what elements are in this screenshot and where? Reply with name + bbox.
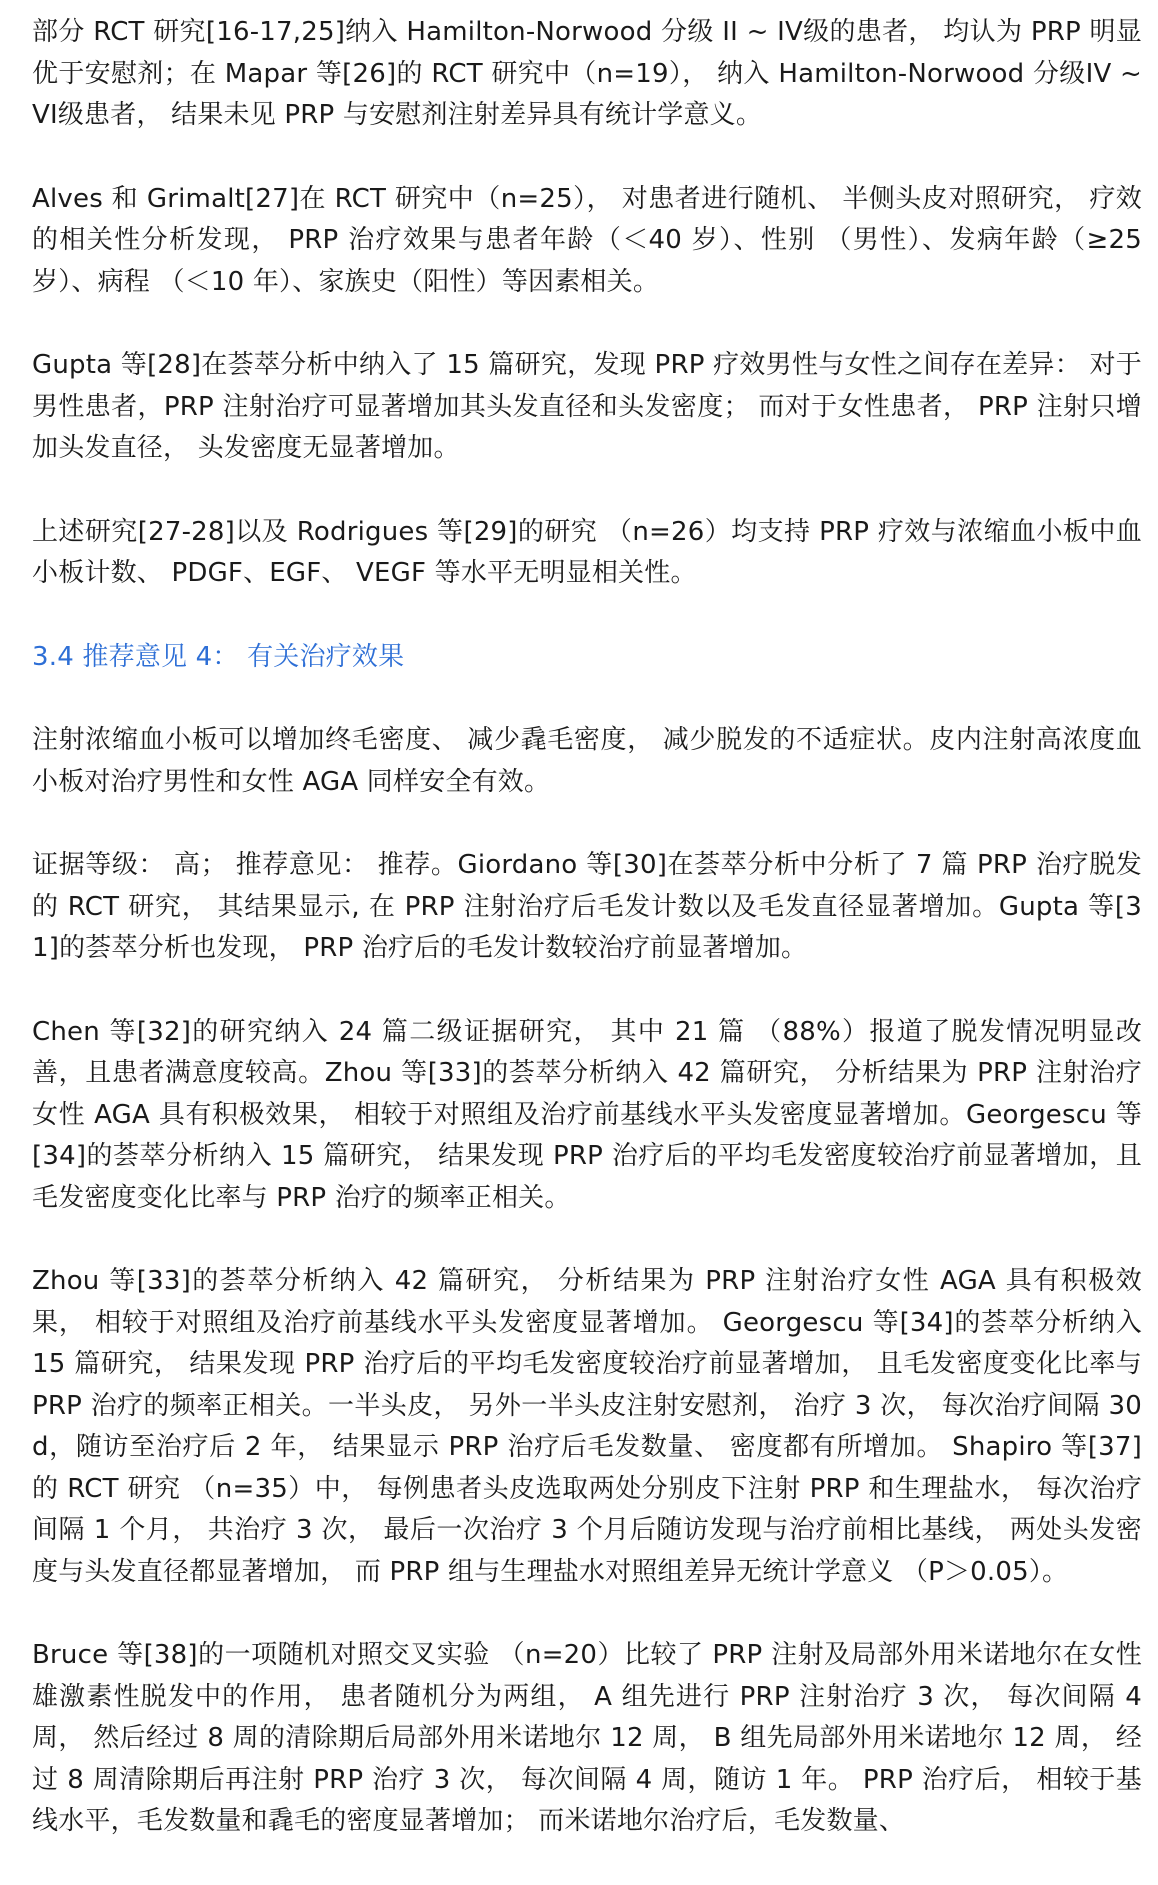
paragraph-hamilton-norwood: 部分 RCT 研究[16-17,25]纳入 Hamilton-Norwood 分级 II ~ IV级的患者， 均认为 PRP 明显优于安慰剂；在 Mapar 等[26]的 RCT 研究中（n=19）， 纳入 Hamilton-Norwood 分级IV ~ VI级患者， 结果未见 PRP 与安慰剂注射差异具有统计学意义。 [32, 17, 1142, 130]
paragraph-zhou-shapiro: Zhou 等[33]的荟萃分析纳入 42 篇研究， 分析结果为 PRP 注射治疗女性 AGA 具有积极效果， 相较于对照组及治疗前基线水平头发密度显著增加。 Georgescu 等[34]的荟萃分析纳入 15 篇研究， 结果发现 PRP 治疗后的平均毛发密度较治疗前显著增加， 且毛发密度变化比率与 PRP 治疗的频率正相关。一半头皮， 另外一半头皮注射安慰剂， 治疗 3 次， 每次治疗间隔 30 d，随访至治疗后 2 年， 结果显示 PRP 治疗后毛发数量、 密度都有所增加。 Shapiro 等[37]的 RCT 研究 （n=35）中， 每例患者头皮选取两处分别皮下注射 PRP 和生理盐水， 每次治疗间隔 1 个月， 共治疗 3 次， 最后一次治疗 3 个月后随访发现与治疗前相比基线， 两处头发密度与头发直径都显著增加， 而 PRP 组与生理盐水对照组差异无统计学意义 （P＞0.05）。 [32, 1266, 1142, 1587]
paragraph-recommendation-summary: 注射浓缩血小板可以增加终毛密度、 减少毳毛密度， 减少脱发的不适症状。皮内注射高浓度血小板对治疗男性和女性 AGA 同样安全有效。 [32, 725, 1142, 797]
paragraph-alves-grimalt: Alves 和 Grimalt[27]在 RCT 研究中（n=25）， 对患者进行随机、 半侧头皮对照研究， 疗效的相关性分析发现， PRP 治疗效果与患者年龄（＜40 岁）、性别 （男性）、发病年龄（≥25 岁）、病程 （＜10 年）、家族史（阳性）等因素相关。 [32, 183, 1142, 297]
paragraph-gupta: Gupta 等[28]在荟萃分析中纳入了 15 篇研究，发现 PRP 疗效男性与女性之间存在差异： 对于男性患者，PRP 注射治疗可显著增加其头发直径和头发密度； 而对于女性患者， PRP 注射只增加头发直径， 头发密度无显著增加。 [32, 350, 1142, 463]
paragraph-evidence-level: 证据等级： 高； 推荐意见： 推荐。Giordano 等[30]在荟萃分析中分析了 7 篇 PRP 治疗脱发的 RCT 研究， 其结果显示, 在 PRP 注射治疗后毛发计数以及毛发直径显著增加。Gupta 等[31]的荟萃分析也发现， PRP 治疗后的毛发计数较治疗前显著增加。 [32, 850, 1142, 963]
paragraph-chen-zhou-georgescu: Chen 等[32]的研究纳入 24 篇二级证据研究， 其中 21 篇 （88%）报道了脱发情况明显改善，且患者满意度较高。Zhou 等[33]的荟萃分析纳入 42 篇研究， 分析结果为 PRP 注射治疗女性 AGA 具有积极效果， 相较于对照组及治疗前基线水平头发密度显著增加。Georgescu 等[34]的荟萃分析纳入 15 篇研究， 结果发现 PRP 治疗后的平均毛发密度较治疗前显著增加，且毛发密度变化比率与 PRP 治疗的频率正相关。 [32, 1016, 1142, 1213]
paragraph-bruce: Bruce 等[38]的一项随机对照交叉实验 （n=20）比较了 PRP 注射及局部外用米诺地尔在女性雄激素性脱发中的作用， 患者随机分为两组， A 组先进行 PRP 注射治疗 3 次， 每次间隔 4 周， 然后经过 8 周的清除期后局部外用米诺地尔 12 周， B 组先局部外用米诺地尔 12 周， 经过 8 周清除期后再注射 PRP 治疗 3 次， 每次间隔 4 周，随访 1 年。 PRP 治疗后， 相较于基线水平，毛发数量和毳毛的密度显著增加； 而米诺地尔治疗后，毛发数量、 [32, 1640, 1142, 1836]
document-page [32, 12, 1142, 1885]
section-heading: 3.4 推荐意见 4： 有关治疗效果 [32, 641, 405, 672]
paragraph-rodrigues: 上述研究[27-28]以及 Rodrigues 等[29]的研究 （n=26）均支持 PRP 疗效与浓缩血小板中血小板计数、 PDGF、EGF、 VEGF 等水平无明显相关性。 [32, 516, 1142, 588]
